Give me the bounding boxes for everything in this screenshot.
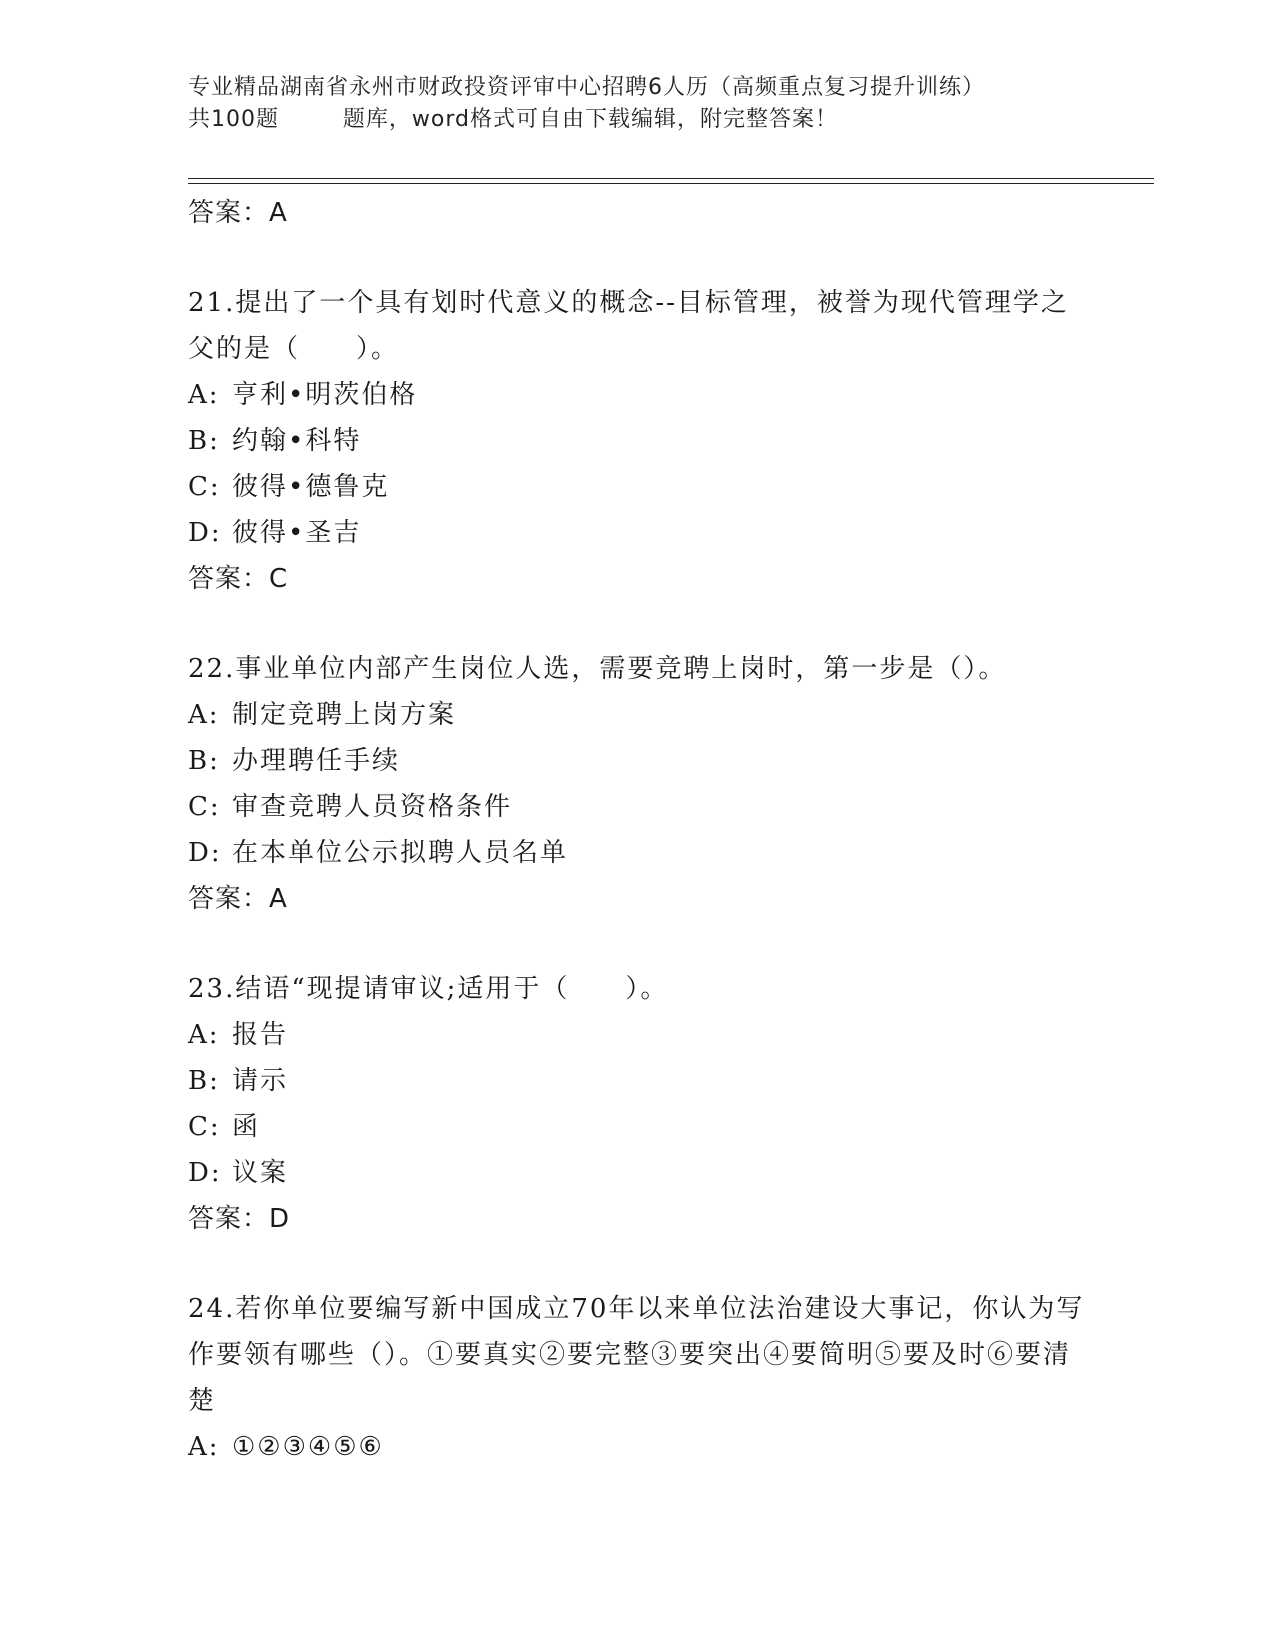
option-text: ①②③④⑤⑥ [232,1432,384,1462]
question-stem: 21.提出了一个具有划时代意义的概念--目标管理，被誉为现代管理学之父的是（ ）。 [188,288,1069,364]
option-text: 在本单位公示拟聘人员名单 [232,838,569,868]
option-d [188,1150,1088,1196]
option-label: D: [188,1158,222,1188]
option-label: D: [188,518,222,548]
question-22 [188,646,1088,922]
option-label: A: [188,380,220,410]
answer-line: 答案：D [188,1204,291,1234]
option-a [188,1424,1088,1470]
header-divider-bottom [188,183,1154,184]
option-label: B: [188,426,220,456]
option-text: 彼得•德鲁克 [232,472,390,502]
option-a [188,1012,1088,1058]
option-text: 约翰•科特 [232,426,362,456]
document-header [188,72,1088,136]
previous-answer: 答案：A [188,198,288,228]
option-text: 议案 [232,1158,289,1188]
option-label: A: [188,1020,220,1050]
option-c [188,784,1088,830]
option-c [188,1104,1088,1150]
option-label: C: [188,472,221,502]
option-label: A: [188,1432,220,1462]
answer-line: 答案：C [188,564,289,594]
option-c [188,464,1088,510]
option-d [188,510,1088,556]
option-text: 审查竞聘人员资格条件 [232,792,513,822]
header-title-line: 专业精品湖南省永州市财政投资评审中心招聘6人历（高频重点复习提升训练） [188,75,985,100]
option-label: A: [188,700,220,730]
question-21 [188,280,1088,602]
option-text: 函 [232,1112,261,1142]
option-text: 彼得•圣吉 [232,518,362,548]
option-b [188,738,1088,784]
option-label: B: [188,746,220,776]
option-text: 制定竞聘上岗方案 [232,700,457,730]
option-label: C: [188,792,221,822]
option-text: 亨利•明茨伯格 [232,380,418,410]
answer-line: 答案：A [188,884,288,914]
option-label: B: [188,1066,220,1096]
question-content [188,190,1088,1470]
option-text: 请示 [232,1066,289,1096]
option-a [188,372,1088,418]
header-divider-top [188,178,1154,179]
question-stem: 24.若你单位要编写新中国成立70年以来单位法治建设大事记，你认为写作要领有哪些（）。①要真实②要完整③要突出④要简明⑤要及时⑥要清楚 [188,1294,1085,1416]
header-subtitle-line: 共100题 题库，word格式可自由下载编辑，附完整答案！ [188,107,839,132]
question-24 [188,1286,1088,1470]
option-label: D: [188,838,222,868]
option-b [188,1058,1088,1104]
option-b [188,418,1088,464]
option-a [188,692,1088,738]
question-23 [188,966,1088,1242]
option-text: 办理聘任手续 [232,746,401,776]
question-stem: 23.结语“现提请审议;适用于（ ）。 [188,974,669,1004]
question-stem: 22.事业单位内部产生岗位人选，需要竞聘上岗时，第一步是（）。 [188,654,1007,684]
option-text: 报告 [232,1020,289,1050]
option-label: C: [188,1112,221,1142]
option-d [188,830,1088,876]
